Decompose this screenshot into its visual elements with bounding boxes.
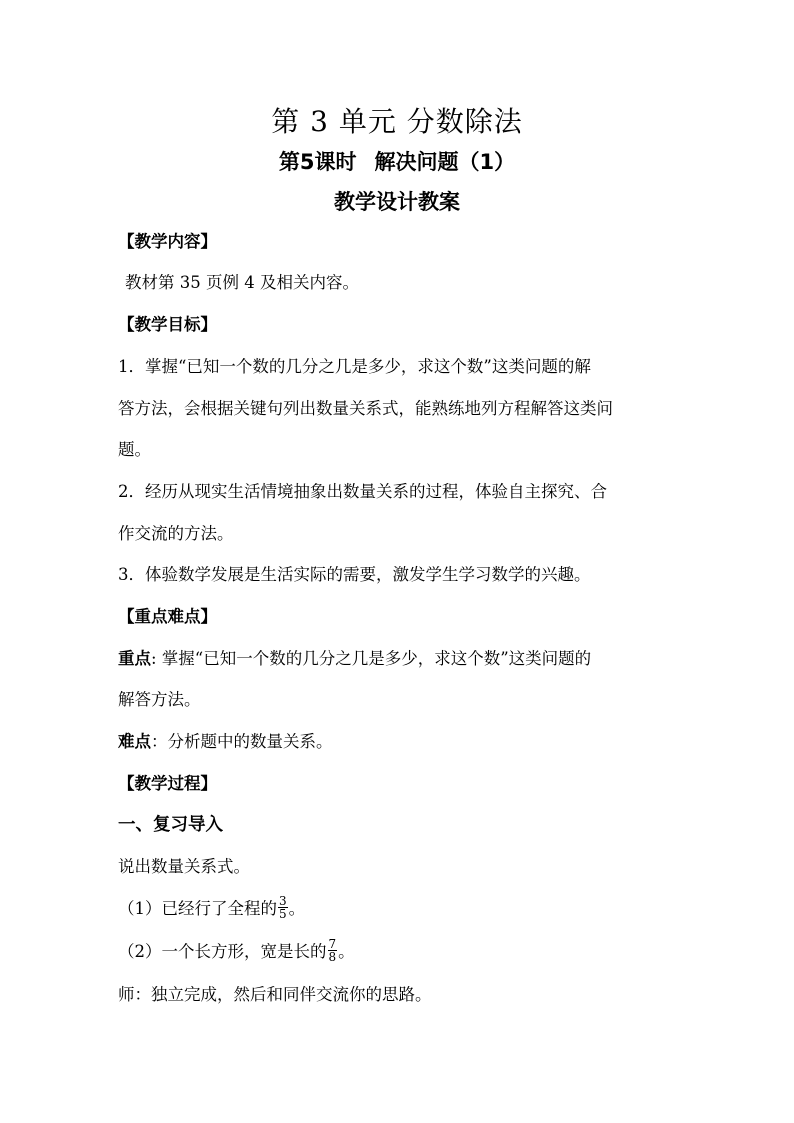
heading-teaching-process: 【教学过程】: [118, 774, 217, 793]
fraction-three-fifths: [278, 895, 288, 920]
fraction-denominator: 8: [328, 950, 337, 964]
lesson-topic: 解决问题（1）: [374, 150, 516, 174]
key-point-label: 重点: [118, 649, 151, 668]
review-item-2-end: 。: [338, 942, 355, 961]
fraction-numerator: 7: [328, 937, 337, 951]
intro-text: 说出数量关系式。: [118, 857, 250, 876]
difficulty-line: [118, 732, 688, 752]
lesson-subtitle: [0, 146, 794, 176]
review-item-2-text: （2）一个长方形，宽是长的: [118, 942, 327, 961]
key-point-line-2: 解答方法。: [118, 690, 201, 709]
goal-3-line: 3．体验数学发展是生活实际的需要，激发学生学习数学的兴趣。: [118, 565, 591, 584]
key-point-line-1: [118, 649, 688, 669]
goal-1-line-1: 1．掌握“已知一个数的几分之几是多少，求这个数”这类问题的解: [118, 357, 591, 376]
difficulty-text: ：分析题中的数量关系。: [151, 732, 333, 751]
fraction-seven-eighths: [328, 938, 338, 963]
goal-2-line-2: 作交流的方法。: [118, 524, 234, 543]
heading-key-points: 【重点难点】: [118, 607, 217, 626]
key-point-text: : 掌握“已知一个数的几分之几是多少，求这个数”这类问题的: [151, 649, 592, 668]
teaching-content-text: 教材第 35 页例 4 及相关内容。: [125, 273, 359, 292]
goal-2-line-1: 2．经历从现实生活情境抽象出数量关系的过程，体验自主探究、合: [118, 482, 607, 501]
review-item-1: [118, 894, 688, 922]
document-title: 第 3 单元 分数除法: [271, 105, 523, 138]
review-item-2: [118, 937, 688, 965]
heading-teaching-content: 【教学内容】: [118, 232, 217, 251]
section-review-intro: 一、复习导入: [118, 815, 223, 835]
goal-1-line-3: 题。: [118, 440, 151, 459]
fraction-numerator: 3: [279, 894, 287, 908]
review-item-1-text: （1）已经行了全程的: [118, 899, 277, 918]
heading-teaching-goals: 【教学目标】: [118, 315, 217, 334]
review-item-1-end: 。: [288, 899, 306, 918]
goal-1-line-2: 答方法，会根据关键句列出数量关系式，能熟练地列方程解答这类问: [118, 399, 613, 418]
fraction-denominator: 5: [279, 907, 287, 921]
difficulty-label: 难点: [118, 732, 151, 751]
lesson-number: 第5课时: [278, 150, 357, 174]
teacher-instruction: 师：独立完成，然后和同伴交流你的思路。: [118, 985, 432, 1004]
document-type: 教学设计教案: [334, 190, 460, 214]
